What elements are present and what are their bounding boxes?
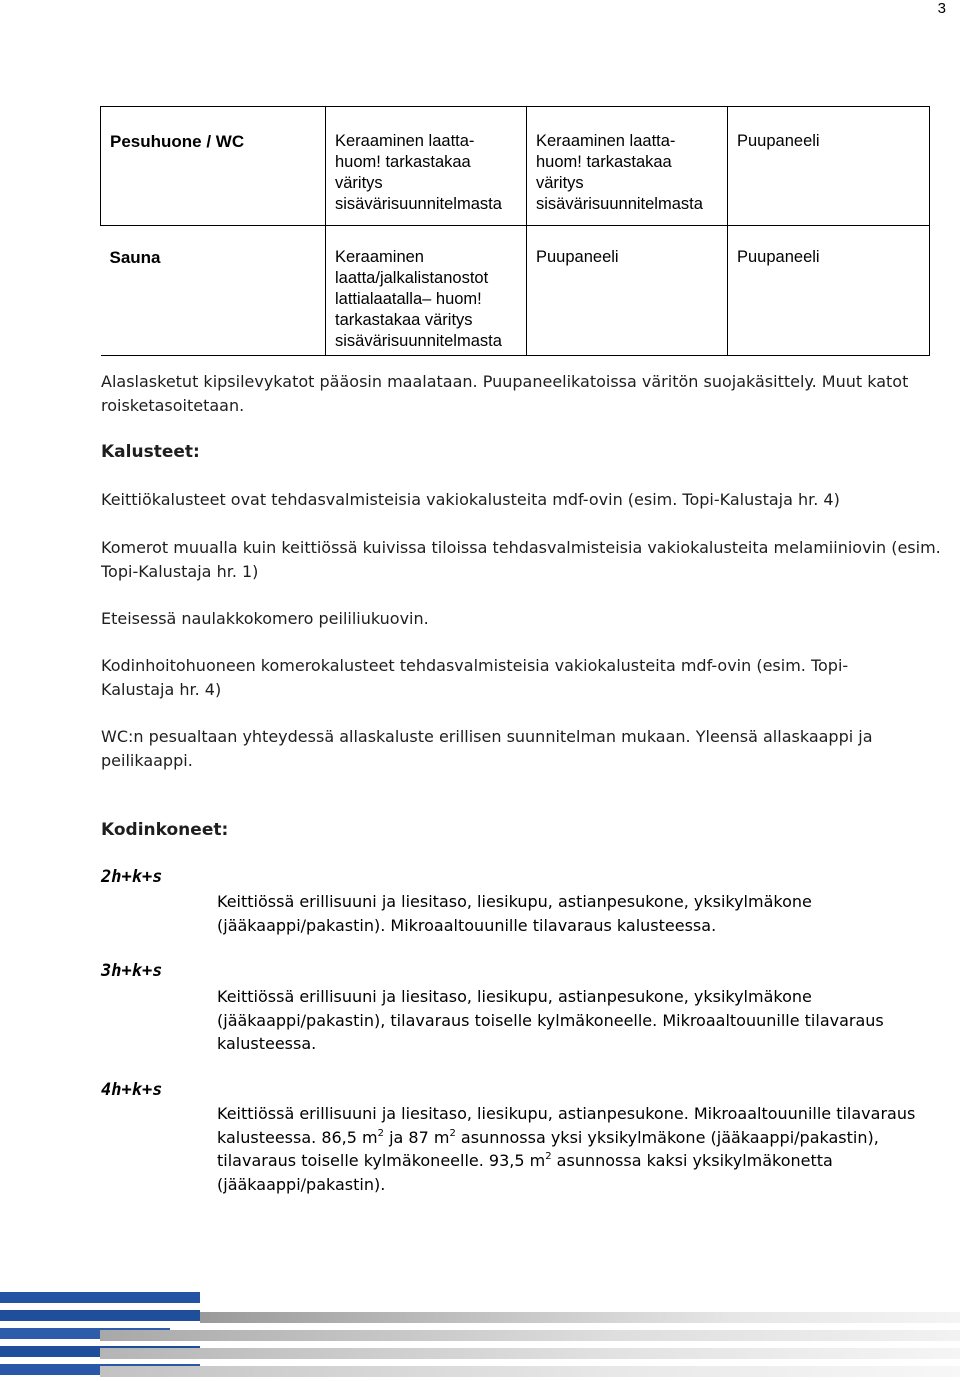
stripe-gray [200,1312,960,1323]
superscript: 2 [377,1127,384,1139]
furniture-paragraph-hall: Eteisessä naulakkokomero peililiukuovin. [101,609,429,628]
superscript: 2 [545,1151,552,1162]
room-name: Pesuhuone / WC [101,107,326,226]
table-row-sauna [101,226,930,356]
furniture-paragraph-wc: WC:n pesualtaan yhteydessä allaskaluste erillisen suunnitelman mukaan. Yleensä allaskaappi ja peilikaappi. [101,727,873,770]
apartment-type-label: 2h+k+s [101,867,163,887]
superscript: 2 [449,1127,456,1139]
text-segment: asunnossa kaksi yksikylmäkonetta (jääkaappi/pakastin). [217,1151,833,1194]
text-segment: Keittiössä erillisuuni ja liesitaso, liesikupu, astianpesukone. Mikroaaltouunille tilavaraus kalusteessa. 86,5 m [217,1104,916,1147]
apartment-type-label: 3h+k+s [101,961,163,981]
table-cell: Puupaneeli [728,107,930,226]
room-name: Sauna [101,226,326,356]
appliance-description [217,1102,942,1196]
appliance-description: Keittiössä erillisuuni ja liesitaso, liesikupu, astianpesukone, yksikylmäkone (jääkaappi/pakastin). Mikroaaltouunille tilavaraus kalusteessa. [217,892,812,935]
appliance-description: Keittiössä erillisuuni ja liesitaso, liesikupu, astianpesukone, yksikylmäkone (jääkaappi/pakastin), tilavaraus toiselle kylmäkoneelle. Mikroaaltouunille tilavaraus kalusteessa. [217,987,884,1053]
stripe-gray [100,1330,960,1341]
furniture-heading: Kalusteet: [101,442,200,462]
page-number: 3 [937,0,946,17]
text-segment: ja 87 m [384,1127,450,1147]
table-cell: Puupaneeli [728,226,930,356]
stripe-gray [100,1348,960,1359]
stripe-blue [0,1292,200,1303]
furniture-paragraph-kitchen: Keittiökalusteet ovat tehdasvalmisteisia vakiokalusteita mdf-ovin (esim. Topi-Kalustaja hr. 4) [101,490,840,509]
finish-table [100,106,930,356]
stripe-gray [100,1366,960,1377]
furniture-paragraph-closets: Komerot muualla kuin keittiössä kuivissa tiloissa tehdasvalmisteisia vakiokalusteita melamiiniovin (esim. Topi-Kalustaja hr. 1) [101,538,941,581]
appliances-heading: Kodinkoneet: [101,820,229,840]
table-cell: Keraaminen laatta- huom! tarkastakaa väritys sisävärisuunnitelmasta [326,107,527,226]
stripe-blue [0,1310,200,1321]
text-segment: asunnossa yksi yksikylmäkone (jääkaappi/pakastin), tilavaraus toiselle kylmäkoneelle. 93,5 m [217,1127,879,1170]
table-cell: Keraaminen laatta/jalkalistanostot lattialaatalla– huom! tarkastakaa väritys sisävärisuunnitelmasta [326,226,527,356]
table-cell: Keraaminen laatta- huom! tarkastakaa väritys sisävärisuunnitelmasta [527,107,728,226]
ceilings-paragraph: Alaslasketut kipsilevykatot pääosin maalataan. Puupaneelikatoissa väritön suojakäsittely. Muut katot roisketasoitetaan. [101,372,909,415]
furniture-paragraph-utility: Kodinhoitohuoneen komerokalusteet tehdasvalmisteisia vakiokalusteita mdf-ovin (esim. Topi-Kalustaja hr. 4) [101,656,849,699]
table-cell: Puupaneeli [527,226,728,356]
table-row-pesuhuone [101,107,930,226]
apartment-type-label: 4h+k+s [101,1080,163,1100]
